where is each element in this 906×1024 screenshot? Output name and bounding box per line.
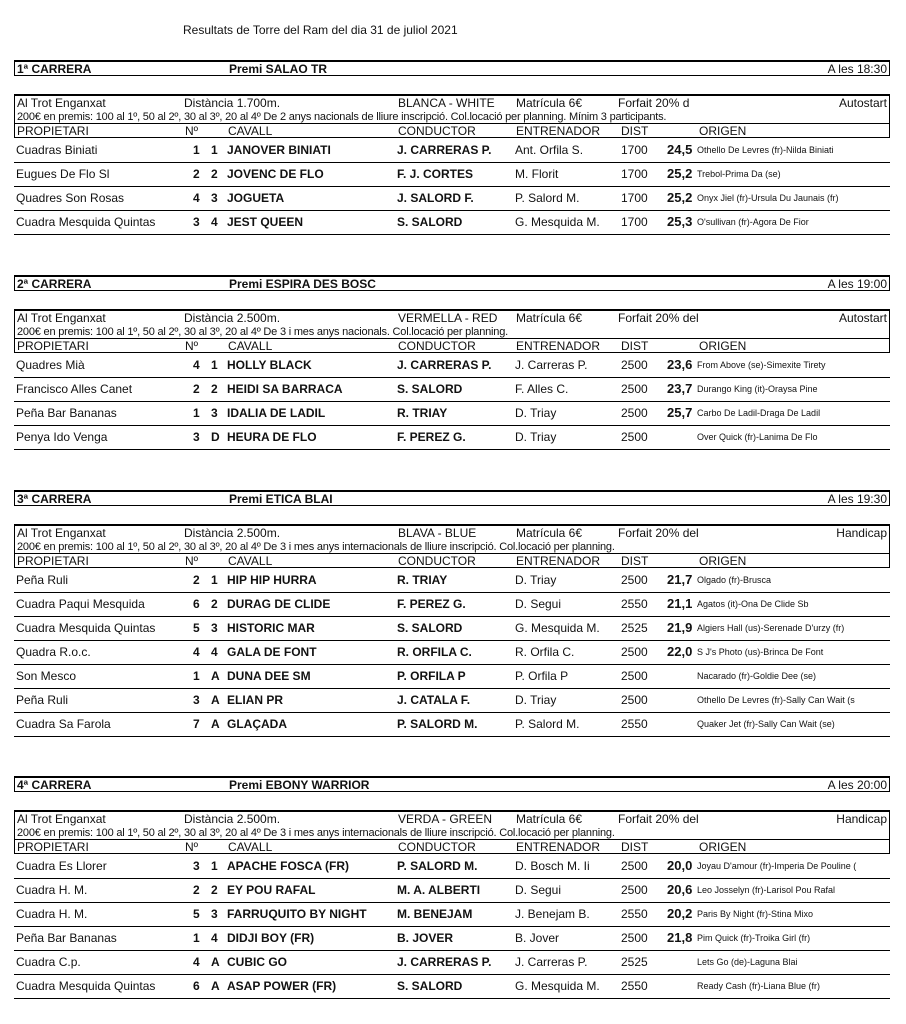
trainer: D. Triay: [515, 430, 557, 444]
race-time-result: 22,0: [667, 644, 693, 659]
race-header: [14, 490, 890, 506]
race-time-result: 23,6: [667, 357, 693, 372]
driver: S. SALORD: [397, 621, 463, 635]
horse-number: 1: [211, 859, 218, 873]
driver: M. A. ALBERTI: [397, 883, 481, 897]
driver: F. J. CORTES: [397, 167, 474, 181]
trainer: P. Salord M.: [515, 717, 580, 731]
horse-number: 3: [211, 406, 218, 420]
column-header-n: Nº: [185, 840, 199, 854]
owner: Cuadra Mesquida Quintas: [16, 979, 156, 993]
race-matricula: Matrícula 6€: [516, 311, 583, 325]
column-header-entrenador: ENTRENADOR: [516, 124, 601, 138]
driver: J. CARRERAS P.: [397, 143, 492, 157]
horse-number: D: [211, 430, 220, 444]
race-time-result: 25,7: [667, 405, 693, 420]
finish-position: 4: [193, 191, 200, 205]
finish-position: 5: [193, 907, 200, 921]
horse-number: A: [211, 669, 220, 683]
race-category: Al Trot Enganxat: [17, 812, 106, 826]
horse-name: ASAP POWER (FR): [227, 979, 337, 993]
finish-position: 1: [193, 931, 200, 945]
distance: 2500: [621, 382, 648, 396]
trainer: D. Segui: [515, 883, 562, 897]
horse-number: 2: [211, 597, 218, 611]
race-block: [14, 275, 890, 444]
horse-name: IDALIA DE LADIL: [227, 406, 326, 420]
table-row: [14, 138, 890, 163]
race-time-result: 23,7: [667, 381, 693, 396]
trainer: G. Mesquida M.: [515, 215, 600, 229]
race-header: [14, 60, 890, 76]
document-title: Resultats de Torre del Ram del dia 31 de juliol 2021: [183, 23, 458, 37]
owner: Quadres Mià: [16, 358, 85, 372]
trainer: J. Benejam B.: [515, 907, 590, 921]
horse-name: CUBIC GO: [227, 955, 287, 969]
trainer: P. Salord M.: [515, 191, 580, 205]
finish-position: 4: [193, 955, 200, 969]
race-time-result: 25,2: [667, 190, 693, 205]
column-header-cavall: CAVALL: [228, 554, 273, 568]
origin: Onyx Jiel (fr)-Ursula Du Jaunais (fr): [697, 193, 839, 203]
race-matricula: Matrícula 6€: [516, 526, 583, 540]
race-info: [14, 94, 890, 138]
horse-number: A: [211, 955, 220, 969]
race-number: 3ª CARRERA: [17, 492, 92, 506]
column-header-dist: DIST: [621, 339, 649, 353]
horse-number: 4: [211, 645, 218, 659]
race-colour: VERMELLA - RED: [398, 311, 498, 325]
horse-name: JEST QUEEN: [227, 215, 304, 229]
race-time-result: 21,1: [667, 596, 693, 611]
race-time: A les 18:30: [827, 62, 887, 76]
column-header-propietari: PROPIETARI: [17, 554, 89, 568]
driver: S. SALORD: [397, 979, 463, 993]
origin: Lets Go (de)-Laguna Blai: [697, 957, 798, 967]
race-time: A les 19:30: [827, 492, 887, 506]
trainer: B. Jover: [515, 931, 560, 945]
distance: 1700: [621, 143, 648, 157]
column-header-dist: DIST: [621, 840, 649, 854]
finish-position: 2: [193, 167, 200, 181]
race-forfait: Forfait 20% del: [618, 812, 699, 826]
column-header-propietari: PROPIETARI: [17, 124, 89, 138]
driver: R. ORFILA C.: [397, 645, 472, 659]
trainer: D. Triay: [515, 406, 557, 420]
horse-number: 3: [211, 191, 218, 205]
horse-number: A: [211, 979, 220, 993]
race-prize-name: Premi ESPIRA DES BOSC: [229, 277, 376, 291]
distance: 2500: [621, 358, 648, 372]
table-row: [14, 854, 890, 879]
origin: Joyau D'amour (fr)-Imperia De Pouline (: [697, 861, 857, 871]
driver: J. CARRERAS P.: [397, 358, 492, 372]
driver: J. SALORD F.: [397, 191, 474, 205]
driver: F. PEREZ G.: [397, 430, 466, 444]
column-header-dist: DIST: [621, 554, 649, 568]
origin: Paris By Night (fr)-Stina Mixo: [697, 909, 814, 919]
finish-position: 2: [193, 573, 200, 587]
table-row: [14, 664, 890, 689]
horse-name: GLAÇADA: [227, 717, 287, 731]
owner: Cuadra H. M.: [16, 907, 88, 921]
trainer: D. Segui: [515, 597, 562, 611]
driver: R. TRIAY: [397, 406, 448, 420]
horse-name: DUNA DEE SM: [227, 669, 311, 683]
race-distance: Distància 1.700m.: [184, 96, 281, 110]
origin: S J's Photo (us)-Brinca De Font: [697, 647, 824, 657]
table-row: [14, 210, 890, 235]
horse-name: HOLLY BLACK: [227, 358, 312, 372]
owner: Cuadras Biniati: [16, 143, 98, 157]
distance: 2525: [621, 621, 648, 635]
origin: Nacarado (fr)-Goldie Dee (se): [697, 671, 817, 681]
horse-name: JOGUETA: [227, 191, 285, 205]
race-start-type: Handicap: [836, 812, 887, 826]
table-row: [14, 186, 890, 211]
owner: Cuadra Es Llorer: [16, 859, 107, 873]
distance: 2500: [621, 883, 648, 897]
distance: 2500: [621, 406, 648, 420]
owner: Francisco Alles Canet: [16, 382, 133, 396]
race-block: [14, 490, 890, 731]
column-header-origen: ORIGEN: [699, 339, 747, 353]
horse-name: HEIDI SA BARRACA: [227, 382, 343, 396]
horse-number: 2: [211, 167, 218, 181]
table-row: [14, 902, 890, 927]
origin: Agatos (it)-Ona De Clide Sb: [697, 599, 809, 609]
table-row: [14, 688, 890, 713]
origin: From Above (se)-Simexite Tirety: [697, 360, 826, 370]
race-time: A les 20:00: [827, 778, 887, 792]
race-number: 4ª CARRERA: [17, 778, 92, 792]
distance: 2500: [621, 931, 648, 945]
origin: Othello De Levres (fr)-Sally Can Wait (s: [697, 695, 855, 705]
race-prize-name: Premi SALAO TR: [229, 62, 328, 76]
table-row: [14, 974, 890, 999]
owner: Cuadra C.p.: [16, 955, 81, 969]
driver: F. PEREZ G.: [397, 597, 466, 611]
horse-number: 3: [211, 621, 218, 635]
trainer: F. Alles C.: [515, 382, 569, 396]
horse-number: 1: [211, 358, 218, 372]
column-header-cavall: CAVALL: [228, 124, 273, 138]
distance: 2525: [621, 955, 648, 969]
horse-name: DURAG DE CLIDE: [227, 597, 331, 611]
race-forfait: Forfait 20% del: [618, 526, 699, 540]
race-distance: Distància 2.500m.: [184, 311, 281, 325]
column-header-conductor: CONDUCTOR: [398, 124, 476, 138]
race-category: Al Trot Enganxat: [17, 526, 106, 540]
owner: Penya Ido Venga: [16, 430, 108, 444]
finish-position: 4: [193, 358, 200, 372]
origin: Over Quick (fr)-Lanima De Flo: [697, 432, 818, 442]
table-row: [14, 377, 890, 402]
horse-name: JANOVER BINIATI: [227, 143, 331, 157]
owner: Son Mesco: [16, 669, 77, 683]
column-header-entrenador: ENTRENADOR: [516, 554, 601, 568]
table-row: [14, 640, 890, 665]
distance: 2550: [621, 979, 648, 993]
driver: P. SALORD M.: [397, 717, 478, 731]
column-header-conductor: CONDUCTOR: [398, 554, 476, 568]
race-time-result: 24,5: [667, 142, 693, 157]
trainer: G. Mesquida M.: [515, 621, 600, 635]
column-header-propietari: PROPIETARI: [17, 840, 89, 854]
origin: Pim Quick (fr)-Troika Girl (fr): [697, 933, 811, 943]
horse-number: A: [211, 717, 220, 731]
finish-position: 3: [193, 215, 200, 229]
race-start-type: Autostart: [838, 96, 887, 110]
driver: P. ORFILA P: [397, 669, 466, 683]
owner: Quadra R.o.c.: [16, 645, 91, 659]
race-time-result: 21,8: [667, 930, 693, 945]
race-block: [14, 776, 890, 993]
race-header: [14, 275, 890, 291]
race-time-result: 25,2: [667, 166, 693, 181]
race-start-type: Autostart: [838, 311, 887, 325]
origin: Othello De Levres (fr)-Nilda Biniati: [697, 145, 834, 155]
driver: J. CARRERAS P.: [397, 955, 492, 969]
trainer: P. Orfila P: [515, 669, 569, 683]
horse-number: 4: [211, 931, 218, 945]
horse-name: APACHE FOSCA (FR): [227, 859, 349, 873]
column-header-cavall: CAVALL: [228, 840, 273, 854]
origin: Algiers Hall (us)-Serenade D'urzy (fr): [697, 623, 845, 633]
column-header-origen: ORIGEN: [699, 124, 747, 138]
trainer: J. Carreras P.: [515, 955, 588, 969]
horse-number: 3: [211, 907, 218, 921]
table-row: [14, 353, 890, 378]
table-row: [14, 162, 890, 187]
table-row: [14, 712, 890, 737]
owner: Cuadra H. M.: [16, 883, 88, 897]
column-header-conductor: CONDUCTOR: [398, 840, 476, 854]
finish-position: 2: [193, 883, 200, 897]
finish-position: 6: [193, 597, 200, 611]
race-category: Al Trot Enganxat: [17, 96, 106, 110]
origin: Carbo De Ladil-Draga De Ladil: [697, 408, 821, 418]
horse-name: HIP HIP HURRA: [227, 573, 317, 587]
horse-name: FARRUQUITO BY NIGHT: [227, 907, 367, 921]
horse-number: 2: [211, 382, 218, 396]
distance: 2550: [621, 597, 648, 611]
column-header-dist: DIST: [621, 124, 649, 138]
finish-position: 1: [193, 406, 200, 420]
column-header-n: Nº: [185, 554, 199, 568]
race-conditions: 200€ en premis: 100 al 1º, 50 al 2º, 30 al 3º, 20 al 4º De 3 i mes anys nacionals. Col.locació per planning.: [17, 326, 508, 338]
finish-position: 1: [193, 143, 200, 157]
horse-number: 1: [211, 573, 218, 587]
table-row: [14, 568, 890, 593]
column-header-propietari: PROPIETARI: [17, 339, 89, 353]
race-distance: Distància 2.500m.: [184, 526, 281, 540]
table-row: [14, 592, 890, 617]
race-info: [14, 810, 890, 854]
race-matricula: Matrícula 6€: [516, 96, 583, 110]
table-row: [14, 926, 890, 951]
origin: Olgado (fr)-Brusca: [697, 575, 772, 585]
finish-position: 1: [193, 669, 200, 683]
owner: Cuadra Paqui Mesquida: [16, 597, 145, 611]
driver: S. SALORD: [397, 215, 463, 229]
finish-position: 3: [193, 430, 200, 444]
race-time-result: 20,2: [667, 906, 693, 921]
finish-position: 3: [193, 859, 200, 873]
race-header: [14, 776, 890, 792]
driver: B. JOVER: [397, 931, 454, 945]
trainer: R. Orfila C.: [515, 645, 575, 659]
race-start-type: Handicap: [836, 526, 887, 540]
driver: P. SALORD M.: [397, 859, 478, 873]
race-colour: VERDA - GREEN: [398, 812, 493, 826]
origin: Ready Cash (fr)-Liana Blue (fr): [697, 981, 821, 991]
horse-number: 4: [211, 215, 218, 229]
race-conditions: 200€ en premis: 100 al 1º, 50 al 2º, 30 al 3º, 20 al 4º De 2 anys nacionals de lliure inscripció. Col.locació per planning. Mínim 3 participants.: [17, 111, 667, 123]
table-row: [14, 950, 890, 975]
origin: Durango King (it)-Oraysa Pine: [697, 384, 818, 394]
column-header-origen: ORIGEN: [699, 554, 747, 568]
owner: Eugues De Flo Sl: [16, 167, 110, 181]
horse-name: HEURA DE FLO: [227, 430, 317, 444]
distance: 2500: [621, 669, 648, 683]
column-header-conductor: CONDUCTOR: [398, 339, 476, 353]
horse-name: DIDJI BOY (FR): [227, 931, 315, 945]
owner: Cuadra Mesquida Quintas: [16, 215, 156, 229]
trainer: D. Triay: [515, 693, 557, 707]
table-row: [14, 401, 890, 426]
owner: Peña Bar Bananas: [16, 406, 117, 420]
race-number: 1ª CARRERA: [17, 62, 92, 76]
trainer: D. Triay: [515, 573, 557, 587]
finish-position: 7: [193, 717, 200, 731]
horse-name: GALA DE FONT: [227, 645, 317, 659]
race-time-result: 25,3: [667, 214, 693, 229]
distance: 2500: [621, 430, 648, 444]
driver: S. SALORD: [397, 382, 463, 396]
finish-position: 2: [193, 382, 200, 396]
race-forfait: Forfait 20% d: [618, 96, 690, 110]
race-info: [14, 524, 890, 568]
trainer: D. Bosch M. Ii: [515, 859, 590, 873]
race-time-result: 20,6: [667, 882, 693, 897]
distance: 2500: [621, 573, 648, 587]
column-header-cavall: CAVALL: [228, 339, 273, 353]
owner: Quadres Son Rosas: [16, 191, 125, 205]
distance: 2500: [621, 693, 648, 707]
race-time-result: 20,0: [667, 858, 693, 873]
distance: 2550: [621, 717, 648, 731]
horse-name: HISTORIC MAR: [227, 621, 315, 635]
owner: Cuadra Sa Farola: [16, 717, 111, 731]
horse-number: 1: [211, 143, 218, 157]
origin: Trebol-Prima Da (se): [697, 169, 781, 179]
distance: 2500: [621, 645, 648, 659]
horse-name: ELIAN PR: [227, 693, 284, 707]
trainer: G. Mesquida M.: [515, 979, 600, 993]
owner: Peña Ruli: [16, 573, 69, 587]
table-row: [14, 425, 890, 450]
finish-position: 5: [193, 621, 200, 635]
distance: 2550: [621, 907, 648, 921]
race-category: Al Trot Enganxat: [17, 311, 106, 325]
driver: J. CATALA F.: [397, 693, 471, 707]
origin: Quaker Jet (fr)-Sally Can Wait (se): [697, 719, 835, 729]
origin: Leo Josselyn (fr)-Larisol Pou Rafal: [697, 885, 836, 895]
race-distance: Distància 2.500m.: [184, 812, 281, 826]
owner: Peña Bar Bananas: [16, 931, 117, 945]
column-header-n: Nº: [185, 339, 199, 353]
distance: 1700: [621, 191, 648, 205]
race-block: [14, 60, 890, 229]
race-prize-name: Premi ETICA BLAI: [229, 492, 333, 506]
race-prize-name: Premi EBONY WARRIOR: [229, 778, 370, 792]
race-conditions: 200€ en premis: 100 al 1º, 50 al 2º, 30 al 3º, 20 al 4º De 3 i mes anys internacionals de lliure inscripció. Col.locació per planning.: [17, 827, 615, 839]
column-header-origen: ORIGEN: [699, 840, 747, 854]
trainer: J. Carreras P.: [515, 358, 588, 372]
race-time-result: 21,7: [667, 572, 693, 587]
horse-name: JOVENC DE FLO: [227, 167, 324, 181]
race-conditions: 200€ en premis: 100 al 1º, 50 al 2º, 30 al 3º, 20 al 4º De 3 i mes anys internacionals de lliure inscripció. Col.locació per planning.: [17, 541, 615, 553]
distance: 1700: [621, 167, 648, 181]
owner: Peña Ruli: [16, 693, 69, 707]
race-time-result: 21,9: [667, 620, 693, 635]
race-colour: BLAVA - BLUE: [398, 526, 477, 540]
driver: R. TRIAY: [397, 573, 448, 587]
trainer: Ant. Orfila S.: [515, 143, 584, 157]
column-header-n: Nº: [185, 124, 199, 138]
distance: 1700: [621, 215, 648, 229]
finish-position: 6: [193, 979, 200, 993]
owner: Cuadra Mesquida Quintas: [16, 621, 156, 635]
horse-name: EY POU RAFAL: [227, 883, 316, 897]
finish-position: 4: [193, 645, 200, 659]
race-forfait: Forfait 20% del: [618, 311, 699, 325]
race-time: A les 19:00: [827, 277, 887, 291]
finish-position: 3: [193, 693, 200, 707]
race-info: [14, 309, 890, 353]
column-header-entrenador: ENTRENADOR: [516, 840, 601, 854]
driver: M. BENEJAM: [397, 907, 473, 921]
race-matricula: Matrícula 6€: [516, 812, 583, 826]
distance: 2500: [621, 859, 648, 873]
race-number: 2ª CARRERA: [17, 277, 92, 291]
column-header-entrenador: ENTRENADOR: [516, 339, 601, 353]
horse-number: 2: [211, 883, 218, 897]
table-row: [14, 616, 890, 641]
trainer: M. Florit: [515, 167, 559, 181]
origin: O'sullivan (fr)-Agora De Fior: [697, 217, 809, 227]
race-colour: BLANCA - WHITE: [398, 96, 495, 110]
horse-number: A: [211, 693, 220, 707]
table-row: [14, 878, 890, 903]
